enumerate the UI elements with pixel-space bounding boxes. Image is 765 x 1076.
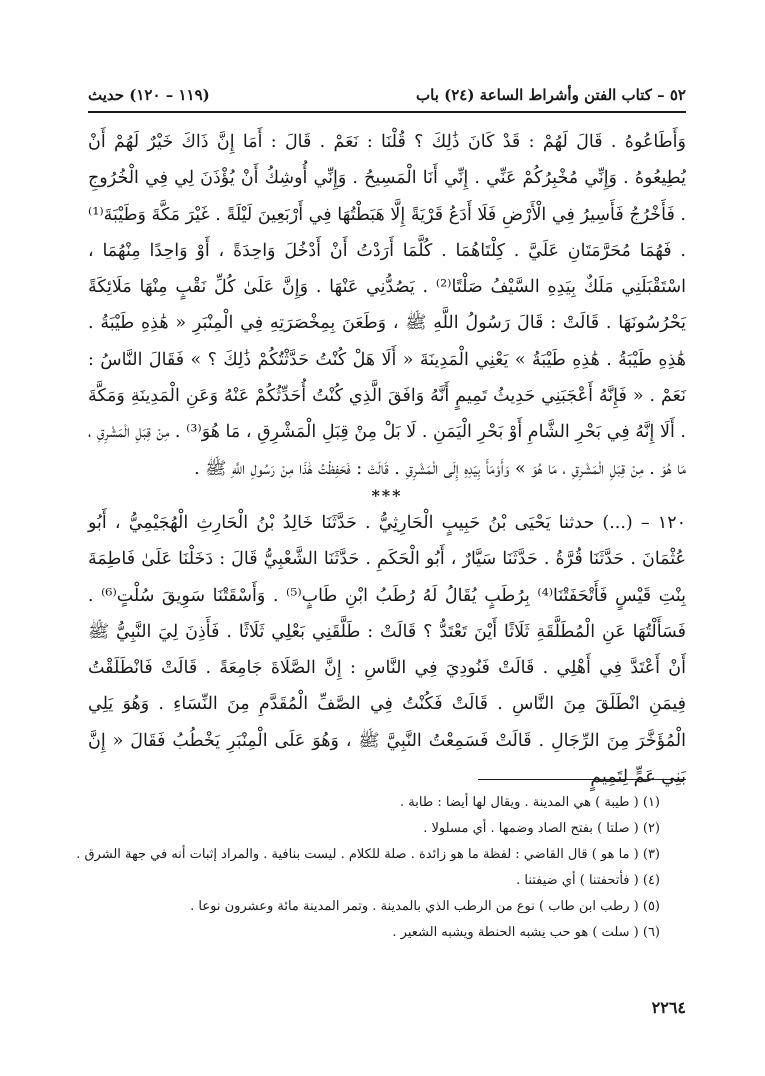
footnote-item: (٥) ( رطب ابن طاب ) نوع من الرطب الذي بالمدينة . وتمر المدينة مائة وعشرون نوعا . [190,899,660,914]
footnote-item: (٤) ( فأتحفتنا ) أي ضيفتنا . [516,873,660,888]
page-number: ٢٢٦٤ [651,998,686,1017]
section-separator: *** [371,485,403,505]
footnote-item: (٢) ( صلتا ) بفتح الصاد وضمها . أي مسلولا . [423,821,660,836]
footnote-rule [478,779,686,780]
footnotes [60,790,660,946]
footnote-item: (١) ( طيبة ) هي المدينة . ويقال لها أيضا : طابة . [400,795,660,810]
running-header [88,82,686,112]
footnote-item: (٣) ( ما هو ) قال القاضي : لفظة ما هو زائدة . صلة للكلام . ليست بنافية . والمراد إثبات أنه في جهة الشرق . [76,847,660,862]
main-text [88,124,686,795]
header-hadith-range: (١١٩ – ١٢٠) حديث [88,86,210,104]
header-rule [88,111,686,113]
header-chapter-title: ٥٢ – كتاب الفتن وأشراط الساعة (٢٤) باب [416,86,686,104]
hadith-paragraph-119-end: وَأَطَاعُوهُ . قَالَ لَهُمْ : قَدْ كَانَ ذَٰلِكَ ؟ قُلْنَا : نَعَمْ . قَالَ : أَمَا إِنَّ ذَاكَ خَيْرٌ لَهُمْ أَنْ يُطِيعُوهُ . وَإِنِّي مُخْبِرُكُمْ عَنِّي . إِنِّي أَنَا الْمَسِيحُ . وَإِنِّي أُوشِكُ أَنْ يُؤْذَنَ لِي فِي الْخُرُوجِ . فَأَخْرُجُ فَأَسِيرُ فِي الْأَرْضِ فَلَا أَدَعُ قَرْيَةً إِلَّا هَبَطْتُهَا فِي أَرْبَعِينَ لَيْلَةً . غَيْرَ مَكَّةَ وَطَيْبَةَ⁽¹⁾ . فَهُمَا مُحَرَّمَتَانِ عَلَيَّ . كِلْتَاهُمَا . كُلَّمَا أَرَدْتُ أَنْ أَدْخُلَ وَاحِدَةً ، أَوْ وَاحِدًا مِنْهُمَا ، اسْتَقْبَلَنِي مَلَكٌ بِيَدِهِ السَّيْفُ صَلْتًا⁽²⁾ . يَصُدُّنِي عَنْهَا . وَإِنَّ عَلَىٰ كُلِّ نَقْبٍ مِنْهَا مَلَائِكَةً يَحْرُسُونَهَا . قَالَتْ : قَالَ رَسُولُ اللَّهِ ﷺ ، وَطَعَنَ بِمِخْصَرَتِهِ فِي الْمِنْبَرِ « هَٰذِهِ طَيْبَةُ . هَٰذِهِ طَيْبَةُ . هَٰذِهِ طَيْبَةُ » يَعْنِي الْمَدِينَةَ « أَلَا هَلْ كُنْتُ حَدَّثْتُكُمْ ذَٰلِكَ ؟ » فَقَالَ النَّاسُ : نَعَمْ . « فَإِنَّهُ أَعْجَبَنِي حَدِيثُ تَمِيمٍ أَنَّهُ وَافَقَ الَّذِي كُنْتُ أُحَدِّثُكُمْ عَنْهُ وَعَنِ الْمَدِينَةِ وَمَكَّةَ . أَلَا إِنَّهُ فِي بَحْرِ الشَّامِ أَوْ بَحْرِ الْيَمَنِ . لَا بَلْ مِنْ قِبَلِ الْمَشْرِقِ ، مَا هُوَ⁽³⁾ . مِنْ قِبَلِ الْمَشْرِقِ ، مَا هُوَ . مِنْ قِبَلِ الْمَشْرِقِ ، مَا هُوَ » وَأَوْمَأَ بِيَدِهِ إِلَى الْمَشْرِقِ . قَالَتْ : فَحَفِظْتُ هَٰذَا مِنْ رَسُولِ اللَّهِ ﷺ . [88,132,686,479]
footnote-item: (٦) ( سلت ) هو حب يشبه الحنطة ويشبه الشعير . [392,925,660,940]
hadith-paragraph-120: ١٢٠ – (...) حدثنا يَحْيَى بْنُ حَبِيبٍ الْحَارِثِيُّ . حَدَّثَنَا خَالِدُ بْنُ الْحَارِثِ الْهُجَيْمِيُّ ، أَبُو عُثْمَانَ . حَدَّثَنَا قُرَّةُ . حَدَّثَنَا سَيَّارٌ ، أَبُو الْحَكَمِ . حَدَّثَنَا الشَّعْبِيُّ قَالَ : دَخَلْنَا عَلَىٰ فَاطِمَةَ بِنْتِ قَيْسٍ فَأَتْحَفَتْنَا⁽⁴⁾ بِرُطَبٍ يُقَالُ لَهُ رُطَبُ ابْنِ طَابٍ⁽⁵⁾ . وَأَسْقَتْنَا سَوِيقَ سُلْتٍ⁽⁶⁾ . فَسَأَلْتُهَا عَنِ الْمُطَلَّقَةِ ثَلَاثًا أَيْنَ تَعْتَدُّ ؟ قَالَتْ : طَلَّقَنِي بَعْلِي ثَلَاثًا . فَأَذِنَ لِيَ النَّبِيُّ ﷺ أَنْ أَعْتَدَّ فِي أَهْلِي . قَالَتْ فَنُودِيَ فِي النَّاسِ : إِنَّ الصَّلَاةَ جَامِعَةً . قَالَتْ فَانْطَلَقْتُ فِيمَنِ انْطَلَقَ مِنَ النَّاسِ . قَالَتْ فَكُنْتُ فِي الصَّفِّ الْمُقَدَّمِ مِنَ النِّسَاءِ . وَهُوَ يَلِي الْمُؤَخَّرَ مِنَ الرِّجَالِ . قَالَتْ فَسَمِعْتُ النَّبِيَّ ﷺ ، وَهُوَ عَلَى الْمِنْبَرِ يَخْطُبُ فَقَالَ « إِنَّ بَنِي عَمٍّ لِتَمِيمٍ [88,512,686,788]
